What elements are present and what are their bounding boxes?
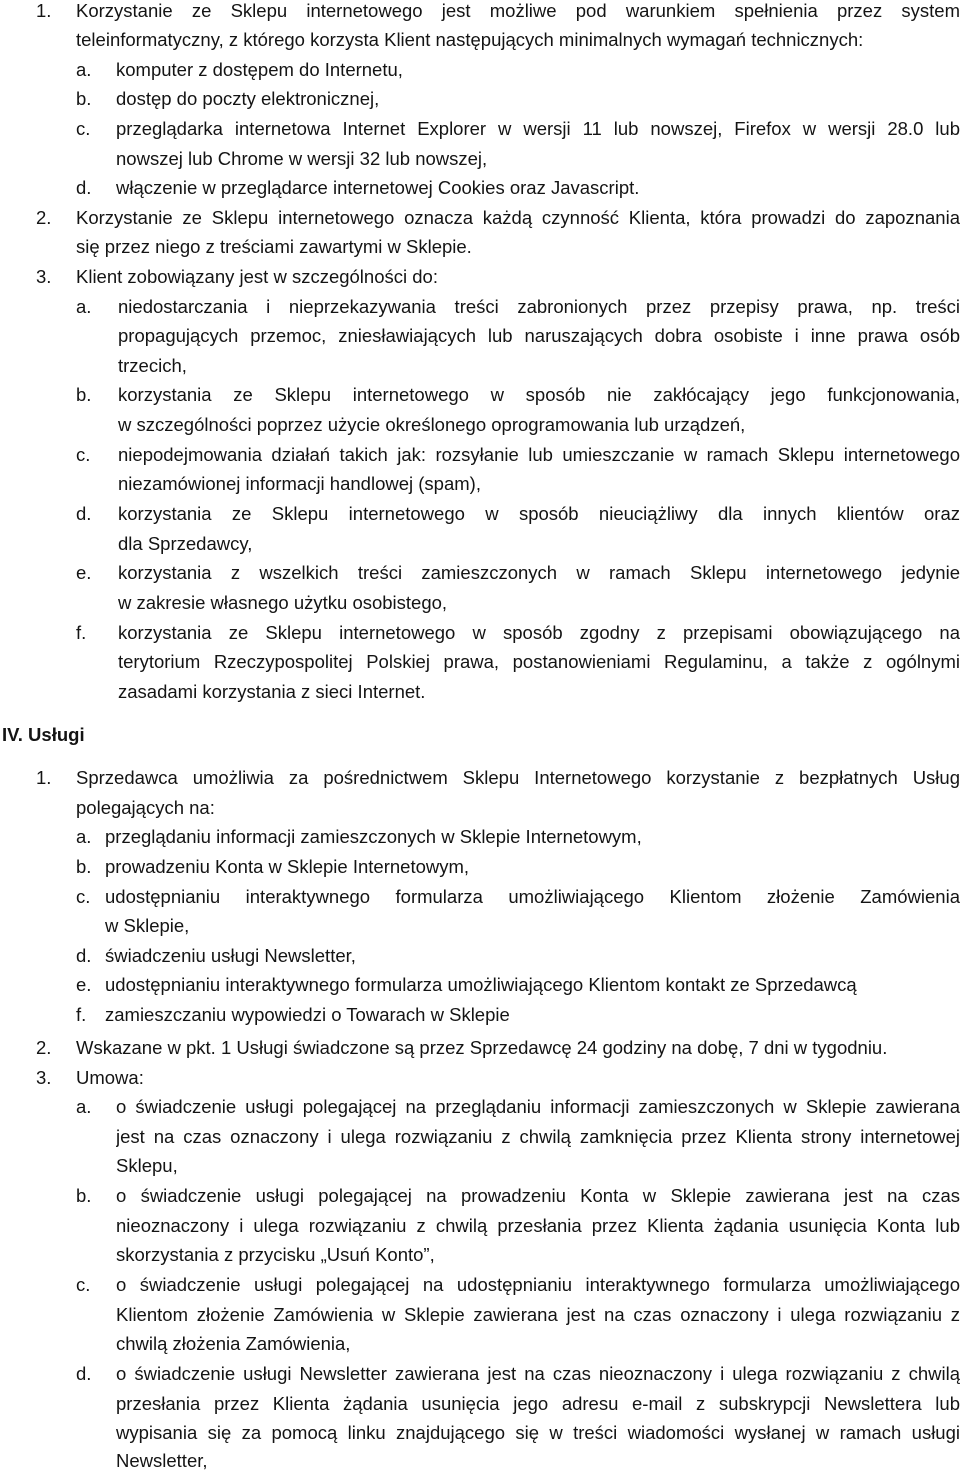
paragraph-line: Klient zobowiązany jest w szczególności do: (76, 266, 438, 287)
paragraph-continuation (0, 1418, 960, 1447)
paragraph-continuation (0, 1389, 960, 1418)
item-number: 3. (36, 1067, 52, 1088)
sub-list-item (0, 499, 960, 528)
paragraph-continuation (0, 1300, 960, 1329)
paragraph-line: Umowa: (76, 1067, 144, 1088)
list-item (0, 763, 960, 792)
sub-list-item (0, 1092, 960, 1121)
paragraph-continuation (0, 793, 960, 822)
sub-list-item (0, 882, 960, 911)
list-item (0, 0, 960, 25)
sub-list-item (0, 558, 960, 587)
paragraph-line: przesłania przez Klienta żądania usunięcia jego adresu e-mail z subskrypcji Newslettera lub (116, 1393, 960, 1414)
paragraph-line: korzystania z wszelkich treści zamieszczonych w ramach Sklepu internetowego jedynie (118, 562, 960, 583)
paragraph-line: Wskazane w pkt. 1 Usługi świadczone są przez Sprzedawcę 24 godziny na dobę, 7 dni w tygodniu. (76, 1037, 888, 1058)
paragraph-line: udostępnianiu interaktywnego formularza umożliwiającego Klientom złożenie Zamówienia (105, 886, 960, 907)
item-letter: a. (76, 1096, 92, 1117)
paragraph-line: dla Sprzedawcy, (118, 533, 253, 554)
sub-list-item (0, 970, 960, 999)
item-letter: c. (76, 886, 91, 907)
item-letter: a. (76, 826, 92, 847)
paragraph-line: o świadczenie usługi Newsletter zawierana jest na czas nieoznaczony i ulega rozwiązaniu z chwilą (116, 1363, 960, 1384)
paragraph-continuation (0, 469, 960, 498)
paragraph-continuation (0, 647, 960, 676)
list-item (0, 1063, 960, 1092)
paragraph-continuation (0, 321, 960, 350)
item-letter: c. (76, 118, 91, 139)
item-number: 2. (36, 207, 52, 228)
paragraph-line: Newsletter, (116, 1450, 208, 1471)
paragraph-line: skorzystania z przycisku „Usuń Konto”, (116, 1244, 435, 1265)
paragraph-line: o świadczenie usługi polegającej na udostępnianiu interaktywnego formularza umożliwiającego (116, 1274, 960, 1295)
paragraph-line: nieoznaczony i ulega rozwiązaniu z chwilą przesłania przez Klienta żądania usunięcia Konta lub (116, 1215, 960, 1236)
paragraph-line: komputer z dostępem do Internetu, (116, 59, 403, 80)
paragraph-continuation (0, 1151, 960, 1180)
paragraph-line: korzystania ze Sklepu internetowego w sposób nie zakłócający jego funkcjonowania, (118, 384, 960, 405)
item-number: 3. (36, 266, 52, 287)
paragraph-line: chwilą złożenia Zamówienia, (116, 1333, 351, 1354)
paragraph-continuation (0, 232, 960, 261)
paragraph-line: propagujących przemoc, zniesławiających lub naruszających dobra osobiste i inne prawa osób (118, 325, 960, 346)
paragraph-line: w Sklepie, (105, 915, 190, 936)
list-item (0, 203, 960, 232)
paragraph-line: w szczególności poprzez użycie określonego oprogramowania lub urządzeń, (118, 414, 746, 435)
paragraph-line: Sprzedawca umożliwia za pośrednictwem Sklepu Internetowego korzystanie z bezpłatnych Usług (76, 767, 960, 788)
paragraph-line: niedostarczania i nieprzekazywania treści zabronionych przez przepisy prawa, np. treści (118, 296, 960, 317)
item-letter: c. (76, 1274, 91, 1295)
sub-list-item (0, 852, 960, 881)
sub-list-item (0, 941, 960, 970)
paragraph-line: Klientom złożenie Zamówienia w Sklepie zawierana jest na czas oznaczony i ulega rozwiązaniu z (116, 1304, 960, 1325)
section-heading (0, 720, 960, 749)
sub-list-item (0, 822, 960, 851)
sub-list-item (0, 173, 960, 202)
sub-list-item (0, 1181, 960, 1210)
sub-list-item (0, 84, 960, 113)
paragraph-line: teleinformatyczny, z którego korzysta Klient następujących minimalnych wymagań technicznych: (76, 29, 864, 50)
sub-list-item (0, 114, 960, 143)
paragraph-line: dostęp do poczty elektronicznej, (116, 88, 380, 109)
item-letter: d. (76, 945, 92, 966)
item-letter: f. (76, 1004, 87, 1025)
item-letter: d. (76, 177, 92, 198)
item-letter: b. (76, 1185, 92, 1206)
paragraph-line: trzecich, (118, 355, 187, 376)
paragraph-line: zasadami korzystania z sieci Internet. (118, 681, 426, 702)
paragraph-line: wypisania się za pomocą linku znajdującego się w treści wiadomości wysłanej w ramach usługi (116, 1422, 960, 1443)
list-item (0, 262, 960, 291)
sub-list-item (0, 618, 960, 647)
list-item (0, 1033, 960, 1062)
paragraph-line: w zakresie własnego użytku osobistego, (118, 592, 448, 613)
sub-list-item (0, 1359, 960, 1388)
paragraph-line: jest na czas oznaczony i ulega rozwiązaniu z chwilą zamknięcia przez Klienta strony internetowej (116, 1126, 960, 1147)
paragraph-continuation (0, 144, 960, 173)
paragraph-line: polegających na: (76, 797, 215, 818)
item-letter: b. (76, 88, 92, 109)
paragraph-continuation (0, 1240, 960, 1269)
paragraph-continuation (0, 1446, 960, 1475)
paragraph-line: przeglądarka internetowa Internet Explorer w wersji 11 lub nowszej, Firefox w wersji 28.0 lub (116, 118, 960, 139)
paragraph-line: korzystania ze Sklepu internetowego w sposób zgodny z przepisami obowiązującego na (118, 622, 960, 643)
item-letter: a. (76, 59, 92, 80)
sub-list-item (0, 1270, 960, 1299)
paragraph-line: przeglądaniu informacji zamieszczonych w Sklepie Internetowym, (105, 826, 642, 847)
item-number: 1. (36, 767, 52, 788)
paragraph-line: Korzystanie ze Sklepu internetowego oznacza każdą czynność Klienta, która prowadzi do zapoznania (76, 207, 960, 228)
paragraph-continuation (0, 588, 960, 617)
item-letter: a. (76, 296, 92, 317)
paragraph-line: świadczeniu usługi Newsletter, (105, 945, 356, 966)
paragraph-line: niezamówionej informacji handlowej (spam), (118, 473, 481, 494)
item-letter: b. (76, 384, 92, 405)
sub-list-item (0, 380, 960, 409)
paragraph-continuation (0, 25, 960, 54)
item-letter: d. (76, 1363, 92, 1384)
item-letter: c. (76, 444, 91, 465)
item-number: 1. (36, 0, 52, 21)
paragraph-continuation (0, 351, 960, 380)
paragraph-line: prowadzeniu Konta w Sklepie Internetowym, (105, 856, 470, 877)
paragraph-line: włączenie w przeglądarce internetowej Cookies oraz Javascript. (116, 177, 640, 198)
paragraph-continuation (0, 410, 960, 439)
paragraph-line: Korzystanie ze Sklepu internetowego jest możliwe pod warunkiem spełnienia przez system (76, 0, 960, 21)
paragraph-continuation (0, 529, 960, 558)
paragraph-continuation (0, 1329, 960, 1358)
item-letter: d. (76, 503, 92, 524)
paragraph-line: zamieszczaniu wypowiedzi o Towarach w Sklepie (105, 1004, 510, 1025)
sub-list-item (0, 55, 960, 84)
paragraph-continuation (0, 911, 960, 940)
paragraph-line: Sklepu, (116, 1155, 178, 1176)
paragraph-line: o świadczenie usługi polegającej na przeglądaniu informacji zamieszczonych w Sklepie zawierana (116, 1096, 960, 1117)
section-heading-text: IV. Usługi (2, 724, 85, 745)
item-letter: b. (76, 856, 92, 877)
paragraph-line: się przez niego z treściami zawartymi w Sklepie. (76, 236, 472, 257)
item-letter: f. (76, 622, 87, 643)
paragraph-continuation (0, 1122, 960, 1151)
sub-list-item (0, 292, 960, 321)
paragraph-line: nowszej lub Chrome w wersji 32 lub nowszej, (116, 148, 488, 169)
paragraph-line: niepodejmowania działań takich jak: rozsyłanie lub umieszczanie w ramach Sklepu internetowego (118, 444, 960, 465)
sub-list-item (0, 1000, 960, 1029)
paragraph-line: terytorium Rzeczypospolitej Polskiej prawa, postanowieniami Regulaminu, a także z ogólnymi (118, 651, 960, 672)
paragraph-continuation (0, 1211, 960, 1240)
paragraph-line: udostępnianiu interaktywnego formularza umożliwiającego Klientom kontakt ze Sprzedawcą (105, 974, 857, 995)
paragraph-line: o świadczenie usługi polegającej na prowadzeniu Konta w Sklepie zawierana jest na czas (116, 1185, 960, 1206)
sub-list-item (0, 440, 960, 469)
item-letter: e. (76, 974, 92, 995)
item-number: 2. (36, 1037, 52, 1058)
paragraph-line: korzystania ze Sklepu internetowego w sposób nieuciążliwy dla innych klientów oraz (118, 503, 960, 524)
paragraph-continuation (0, 677, 960, 706)
item-letter: e. (76, 562, 92, 583)
